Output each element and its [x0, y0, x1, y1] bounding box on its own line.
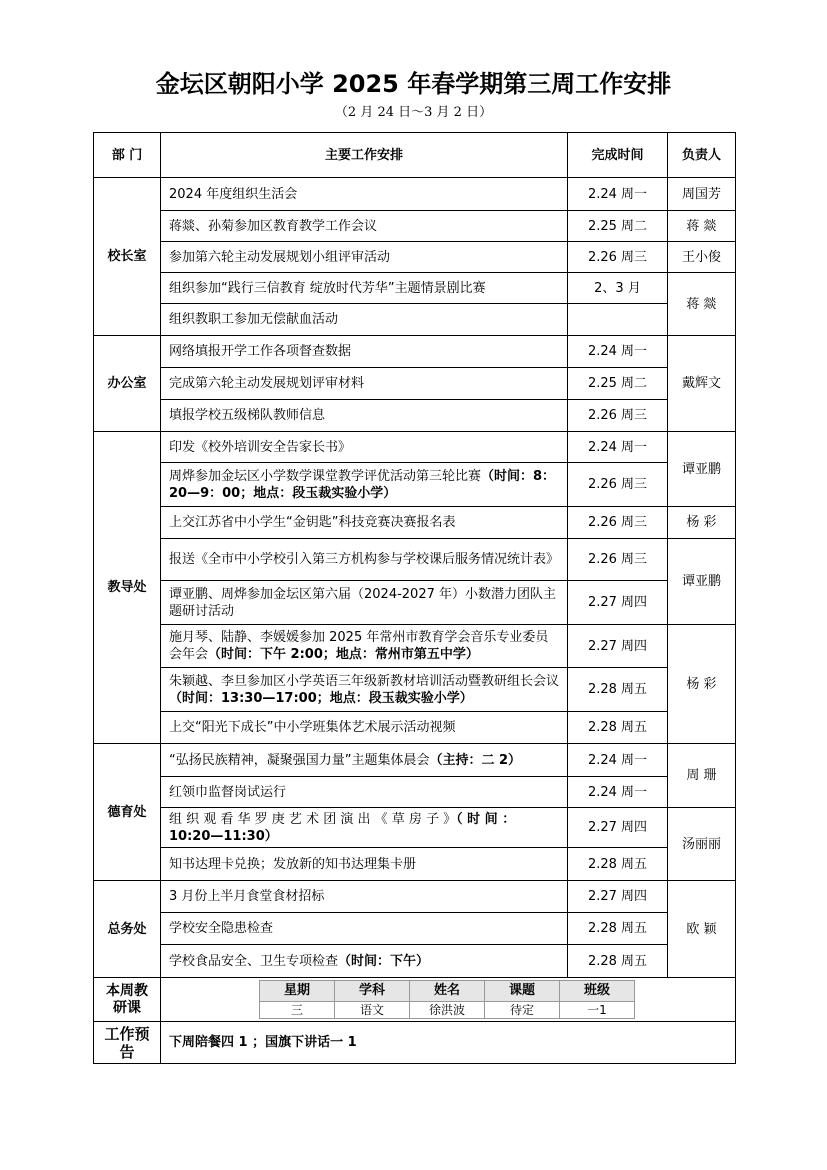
time-cell: 2.26 周三 [568, 400, 668, 432]
header-owner: 负责人 [668, 133, 736, 178]
time-cell: 2.24 周一 [568, 336, 668, 368]
time-cell: 2.24 周一 [568, 432, 668, 463]
task-detail: （时间：下午 2:00；地点：常州市第五中学） [208, 647, 479, 662]
task-detail: （时间：13:30—17:00；地点：段玉裁实验小学） [169, 690, 473, 706]
table-row [94, 744, 736, 777]
table-row [94, 913, 736, 945]
task-cell: 上交江苏省中小学生“金钥匙”科技竞赛决赛报名表 [161, 507, 568, 539]
task-cell: 组织教职工参加无偿献血活动 [161, 304, 568, 336]
table-row [94, 539, 736, 581]
time-cell: 2.27 周四 [568, 808, 668, 848]
research-header: 班级 [560, 981, 635, 1002]
task-cell [161, 463, 568, 507]
research-value: 待定 [485, 1002, 560, 1019]
time-cell: 2.28 周五 [568, 668, 668, 712]
preview-text: 下周陪餐四 1 ；国旗下讲话一 1 [161, 1022, 736, 1064]
owner-cell: 汤丽丽 [668, 808, 736, 881]
time-cell: 2.26 周三 [568, 507, 668, 539]
task-cell [161, 668, 568, 712]
research-header-row [260, 981, 635, 1002]
header-time: 完成时间 [568, 133, 668, 178]
research-value: 一1 [560, 1002, 635, 1019]
table-row [94, 581, 736, 625]
time-cell: 2.24 周一 [568, 744, 668, 777]
research-header: 星期 [260, 981, 335, 1002]
owner-cell: 谭亚鹏 [668, 539, 736, 625]
task-text: 周烨参加金坛区小学数学课堂教学评优活动第三轮比赛 [169, 468, 482, 484]
table-row [94, 881, 736, 913]
owner-cell: 周国芳 [668, 178, 736, 211]
time-cell: 2.27 周四 [568, 581, 668, 625]
research-header: 姓名 [410, 981, 485, 1002]
dept-teaching: 教导处 [94, 432, 161, 744]
dept-principal: 校长室 [94, 178, 161, 336]
research-value: 语文 [335, 1002, 410, 1019]
owner-cell: 蒋 燚 [668, 273, 736, 336]
task-detail: （时间：8：20—9：00；地点：段玉裁实验小学） [169, 468, 556, 501]
task-text: 施月琴、陆静、李媛媛参加 2025 年常州市教育学会音乐专业委员会年会 [169, 630, 549, 662]
table-row [94, 211, 736, 242]
research-label: 本周教研课 [94, 978, 161, 1022]
research-table [259, 980, 635, 1019]
time-cell: 2、3 月 [568, 273, 668, 304]
table-row [94, 336, 736, 368]
task-cell: 网络填报开学工作各项督查数据 [161, 336, 568, 368]
table-row [94, 400, 736, 432]
table-row [94, 507, 736, 539]
time-cell: 2.25 周二 [568, 211, 668, 242]
owner-cell: 杨 彩 [668, 507, 736, 539]
task-text: 组 织 观 看 华 罗 庚 艺 术 团 演 出 《 草 房 子 》 [169, 811, 457, 827]
task-cell: 组织参加“践行三信教育 绽放时代芳华”主题情景剧比赛 [161, 273, 568, 304]
research-value: 徐洪波 [410, 1002, 485, 1019]
time-cell: 2.28 周五 [568, 712, 668, 744]
time-cell: 2.27 周四 [568, 625, 668, 668]
table-row [94, 848, 736, 881]
table-row [94, 945, 736, 978]
time-cell: 2.26 周三 [568, 463, 668, 507]
header-task: 主要工作安排 [161, 133, 568, 178]
table-row [94, 463, 736, 507]
table-row [94, 432, 736, 463]
owner-cell: 王小俊 [668, 242, 736, 273]
time-cell: 2.28 周五 [568, 913, 668, 945]
time-cell: 2.28 周五 [568, 945, 668, 978]
table-row [94, 178, 736, 211]
task-cell: 参加第六轮主动发展规划小组评审活动 [161, 242, 568, 273]
task-text: 学校食品安全、卫生专项检查 [169, 953, 339, 969]
task-cell [161, 625, 568, 668]
dept-office: 办公室 [94, 336, 161, 432]
dept-general: 总务处 [94, 881, 161, 978]
task-cell [161, 808, 568, 848]
task-text: 朱颖越、李旦参加区小学英语三年级新教材培训活动暨教研组长会议 [169, 673, 560, 689]
time-cell: 2.24 周一 [568, 178, 668, 211]
owner-cell: 周 珊 [668, 744, 736, 808]
table-row [94, 273, 736, 304]
research-value: 三 [260, 1002, 335, 1019]
task-cell: 红领巾监督岗试运行 [161, 777, 568, 808]
task-detail: （ 时 间 ： 10:20—11:30） [169, 811, 516, 844]
research-data-row [260, 1002, 635, 1019]
dept-moral: 德育处 [94, 744, 161, 881]
table-row [94, 668, 736, 712]
task-cell: 谭亚鹏、周烨参加金坛区第六届（2024-2027 年）小数潜力团队主题研讨活动 [161, 581, 568, 625]
table-row [94, 712, 736, 744]
time-cell: 2.26 周三 [568, 539, 668, 581]
time-cell: 2.27 周四 [568, 881, 668, 913]
header-row [94, 133, 736, 178]
task-cell: 上交“阳光下成长”中小学班集体艺术展示活动视频 [161, 712, 568, 744]
task-cell: 2024 年度组织生活会 [161, 178, 568, 211]
table-row [94, 368, 736, 400]
task-cell [161, 945, 568, 978]
task-cell: 印发《校外培训安全告家长书》 [161, 432, 568, 463]
owner-cell: 杨 彩 [668, 625, 736, 744]
header-dept: 部 门 [94, 133, 161, 178]
date-range: （2 月 24 日～3 月 2 日） [334, 105, 493, 120]
owner-cell: 欧 颖 [668, 881, 736, 978]
schedule-table [93, 132, 736, 1064]
task-cell: 学校安全隐患检查 [161, 913, 568, 945]
task-cell [161, 744, 568, 777]
preview-label: 工作预告 [94, 1022, 161, 1064]
task-cell: 知书达理卡兑换；发放新的知书达理集卡册 [161, 848, 568, 881]
table-row [94, 242, 736, 273]
table-row [94, 304, 736, 336]
time-cell: 2.26 周三 [568, 242, 668, 273]
time-cell: 2.25 周二 [568, 368, 668, 400]
task-cell: 蒋燚、孙菊参加区教育教学工作会议 [161, 211, 568, 242]
owner-cell: 谭亚鹏 [668, 432, 736, 507]
preview-row [94, 1022, 736, 1064]
time-cell: 2.24 周一 [568, 777, 668, 808]
task-cell: 3 月份上半月食堂食材招标 [161, 881, 568, 913]
research-header: 学科 [335, 981, 410, 1002]
time-cell [568, 304, 668, 336]
owner-cell: 戴辉文 [668, 336, 736, 432]
task-cell: 完成第六轮主动发展规划评审材料 [161, 368, 568, 400]
time-cell: 2.28 周五 [568, 848, 668, 881]
research-row [94, 978, 736, 1022]
table-row [94, 625, 736, 668]
page-title: 金坛区朝阳小学 2025 年春学期第三周工作安排 [155, 70, 672, 98]
task-text: “弘扬民族精神，凝聚强国力量”主题集体晨会 [169, 752, 430, 768]
task-detail: （时间：下午） [338, 953, 430, 969]
owner-cell: 蒋 燚 [668, 211, 736, 242]
research-cell [161, 978, 736, 1022]
research-header: 课题 [485, 981, 560, 1002]
task-cell: 填报学校五级梯队教师信息 [161, 400, 568, 432]
task-detail: （主持：二 2） [429, 752, 522, 768]
table-row [94, 777, 736, 808]
task-cell: 报送《全市中小学校引入第三方机构参与学校课后服务情况统计表》 [161, 539, 568, 581]
table-row [94, 808, 736, 848]
